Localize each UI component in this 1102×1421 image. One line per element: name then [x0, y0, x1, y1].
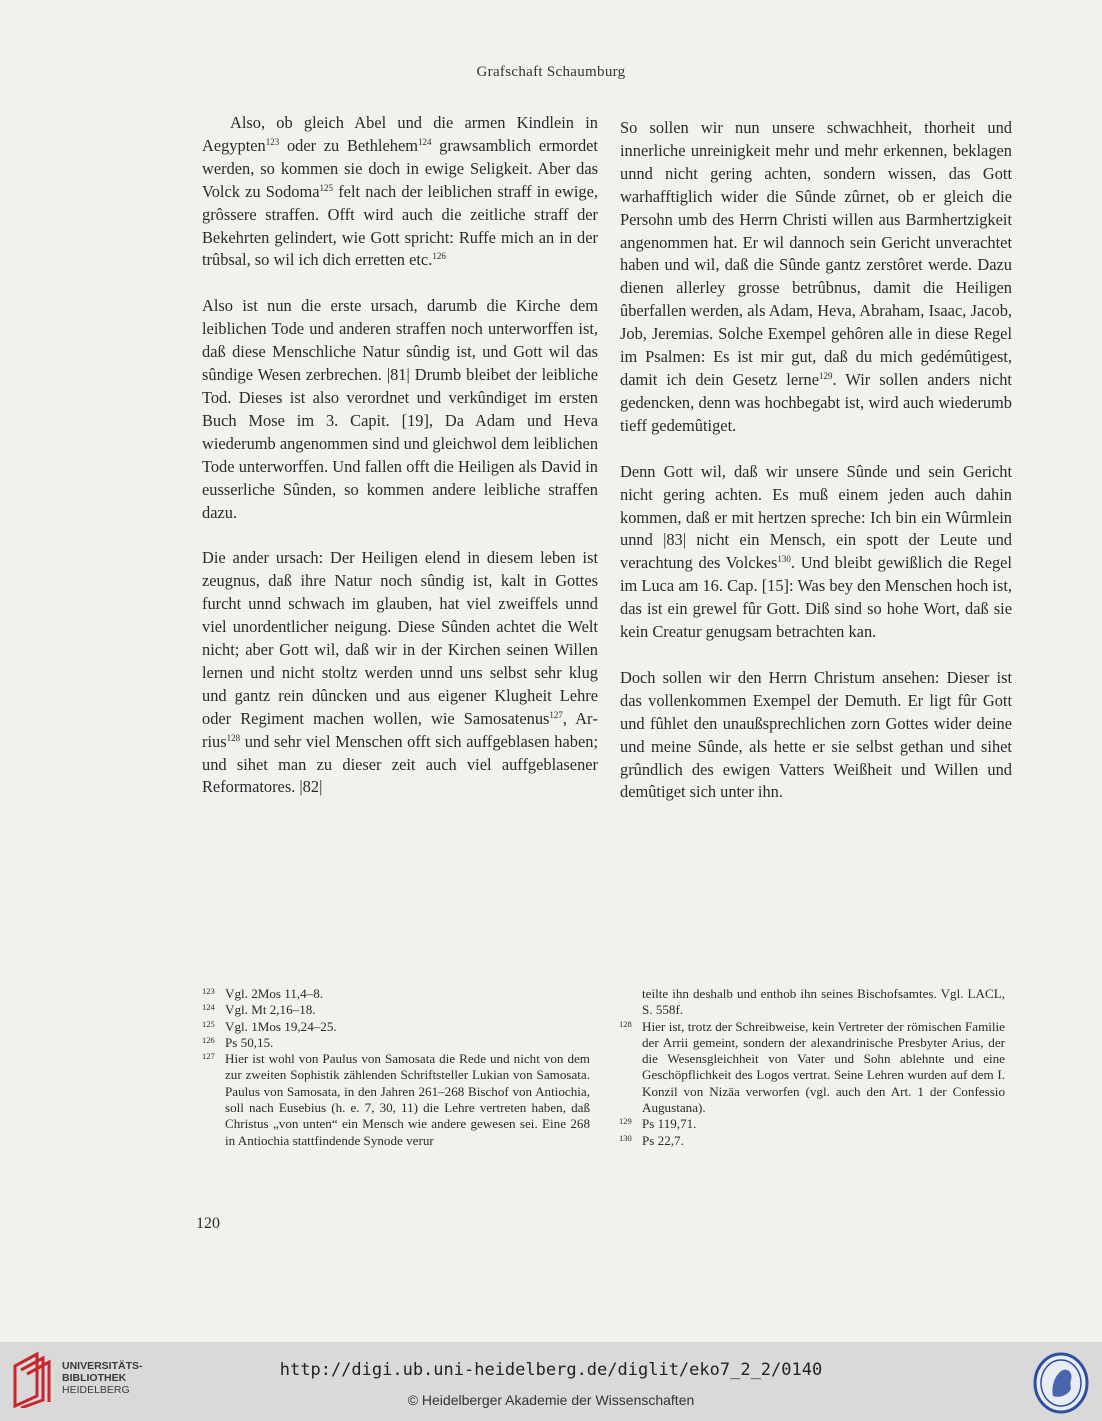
- footnotes-right: [619, 986, 1005, 1149]
- footnote: [202, 1002, 590, 1018]
- footnote-text: Ps 50,15.: [225, 1034, 274, 1050]
- left-paragraph-2: Also ist nun die erste ursach, darumb die Kirche dem leiblichen Tode und anderen straffen noch unterworffen ist, daß diese Menschliche Natur sûndig ist, und Gott wil das sûndige Wesen zerbrechen. |81| Drumb bleibet der leibliche Tod. Dieses ist also verordnet und verkûndiget im ersten Buch Mose im 3. Capit. [19], Da Adam und Heva wiederumb angenommen sind und gleichwol dem leiblichen Tode unterworffen. Und fallen offt die Heiligen als David in eusserliche Sûnden, so kommen andere leibliche straffen dazu.: [202, 296, 599, 522]
- text-run: , Arrius: [202, 708, 598, 751]
- footnote-number: 128: [619, 1018, 632, 1029]
- academy-seal-icon[interactable]: [1033, 1352, 1089, 1414]
- text-run: oder zu Bethlehem: [279, 135, 418, 155]
- text-run: Denn Gott wil, daß wir unsere Sûnde und sein Gericht nicht gering achten. Es muß einem jeden auch dahin kommen, daß er mit hertzen spreche: Ich bin ein Wûrmlein unnd |83| nicht ein Mensch, ein spott der Leute und verachtung des Volckes: [620, 461, 1012, 573]
- right-column: [620, 117, 1012, 827]
- copyright-notice: © Heidelberger Akademie der Wissenschaften: [407, 1392, 695, 1408]
- footnote-number: 126: [202, 1034, 215, 1045]
- right-paragraph-2: [620, 461, 1012, 644]
- footnote-number: 124: [202, 1002, 215, 1013]
- footnote-number: 125: [202, 1018, 215, 1029]
- uni-name-line: BIBLIOTHEK: [62, 1372, 127, 1384]
- text-run: . Wir sollen anders nicht gedencken, denn was hochbegabt ist, wird auch wiederumb tieff gedemûtiget.: [620, 369, 1012, 435]
- text-run: und sehr viel Menschen offt sich auffgeblasen haben; und sihet man zu dieser zeit auch viel auffgeblasener Reformatores. |82|: [202, 731, 598, 797]
- text-run: grawsamblich ermordet werden, so kommen sie doch in ewige Seligkeit. Aber das Volck zu Sodoma: [202, 135, 598, 201]
- uni-name-line: HEIDELBERG: [62, 1384, 130, 1396]
- page-number: 120: [196, 1215, 220, 1232]
- footnote-ref[interactable]: 123: [265, 136, 280, 147]
- footnote-ref[interactable]: 125: [319, 182, 334, 193]
- left-paragraph-1: [202, 112, 598, 272]
- footnote: [619, 1133, 1005, 1149]
- footnote-continuation: teilte ihn deshalb und enthob ihn seines Bischofsamtes. Vgl. LACL, S. 558f.: [642, 986, 1005, 1018]
- permalink-url[interactable]: http://digi.ub.uni-heidelberg.de/diglit/eko7_2_2/0140: [279, 1360, 823, 1380]
- footer-bar: [0, 1342, 1102, 1421]
- right-paragraph-3: Doch sollen wir den Herrn Christum ansehen: Dieser ist das vollenkommen Exempel der Demuth. Er ligt fûr Gott und fûhlet den unaußsprechlichen zorn Gottes wider deine und meine Sûnde, als hette er sie selbst gethan und sihet grûndlich des ewigen Vatters Weißheit und Willen und demûtiget sich unter ihn.: [620, 667, 1012, 802]
- footnote-text: Ps 119,71.: [642, 1116, 697, 1132]
- footnote-text: Vgl. 1Mos 19,24–25.: [225, 1018, 337, 1034]
- footnote: [202, 1051, 590, 1149]
- footnote-ref[interactable]: 127: [549, 709, 563, 720]
- right-paragraph-1: [620, 117, 1012, 438]
- left-column: [202, 112, 598, 822]
- uni-name-line: UNIVERSITÄTS-: [62, 1360, 143, 1372]
- footnote-ref[interactable]: 129: [819, 370, 833, 381]
- running-head: Grafschaft Schaumburg: [476, 64, 626, 80]
- footnote: [202, 986, 590, 1002]
- footnote-text: Vgl. Mt 2,16–18.: [225, 1002, 316, 1018]
- footnote-ref[interactable]: 126: [432, 251, 446, 262]
- footnote: [619, 1019, 1005, 1117]
- text-run: Also, ob gleich Abel und die armen Kindlein in Aegypten: [202, 113, 598, 155]
- footnote: [202, 1035, 590, 1051]
- footnote-ref[interactable]: 128: [226, 732, 241, 743]
- footnotes-left: [202, 986, 590, 1149]
- footnote-text: Ps 22,7.: [642, 1132, 684, 1148]
- footnote-ref[interactable]: 124: [417, 136, 432, 147]
- footnote-text: Vgl. 2Mos 11,4–8.: [225, 986, 324, 1001]
- footnote-ref[interactable]: 130: [777, 554, 791, 565]
- footnote-text: Hier ist wohl von Paulus von Samosata die Rede und nicht von dem zur zweiten Sophistik zählenden Schriftsteller Lukian von Samosata. Paulus von Samosata, in den Jahren 261–268 Bischof von Antiochia, soll nach Eusebius (h. e. 7, 30, 11) die Lehre vertreten haben, daß Christus „von unten“ ein Mensch wie andere gewesen sei. Eine 268 in Antiochia stattfindende Synode verur: [225, 1051, 590, 1148]
- text-run: . Und bleibt gewißlich die Regel im Luca am 16. Cap. [15]: Was bey den Menschen hoch ist, das ist ein grewel fûr Gott. Diß sind so hohe Wort, daß sie kein Creatur genugsam betrachten kan.: [620, 553, 1012, 642]
- footnote-text: Hier ist, trotz der Schreibweise, kein Vertreter der römischen Familie der Arrii gemeint, sondern der alexandrinische Presbyter Arius, der die Wesensgleichheit von Vater und Sohn ablehnte und eine Geschöpflichkeit des Logos vertrat. Seine Lehren wurden auf dem I. Konzil von Nizäa verworfen (vgl. auch den Art. 1 der Confessio Augustana).: [642, 1018, 1005, 1116]
- text-run: felt nach der leiblichen straff in ewige, grôssere straffen. Offt wird auch die zeitliche straff der Bekehrten gelindert, wie Gott spricht: Ruffe mich an in der trûbsal, so wil ich dich erretten etc.: [202, 181, 598, 270]
- footnote-number: 129: [619, 1116, 632, 1127]
- footnote: [619, 1116, 1005, 1132]
- footnote-number: 123: [202, 986, 215, 996]
- text-run: So sollen wir nun unsere schwachheit, thorheit und innerliche unreinigkeit mehr und mehr erkennen, beklagen unnd nicht gering achten, sondern wissen, das Gott warhafftiglich wider die Sûnde zûrnet, ob er gleich die Persohn umb des Herrn Christi willen aus Barmhertzigkeit angenommen hat. Er wil dannoch sein Gericht unverachtet haben und wil, daß die Sûnde gantz zerstôret werde. Dazu dienen allerley grosse betrûbnus, damit die Heiligen ûberfallen werden, als Adam, Heva, Abraham, Isaac, Jacob, Job, Jeremias. Solche Exempel gehôren alle in diese Regel im Psalmen: Es ist mir gut, daß du mich gedémûtigest, damit ich dein Gesetz lerne: [620, 118, 1012, 389]
- left-paragraph-3: [202, 547, 598, 799]
- text-run: Die ander ursach: Der Heiligen elend in diesem leben ist zeugnus, daß ihre Natur noch sûndig ist, kalt in Gottes furcht unnd schwach im glauben, hat viel zweiffels unnd viel unordentlicher neigung. Diese Sûnden achtet die Welt nicht; aber Gott wil, daß wir in der Kirchen seinen Willen lernen und nicht stoltz werden unnd uns selbst sehr klug und gantz rein dûncken und aus eigener Klugheit Lehre oder Regiment machen wollen, wie Samosatenus: [202, 548, 598, 728]
- footnote-number: 130: [619, 1132, 632, 1143]
- footnote-number: 127: [202, 1051, 215, 1062]
- footnote: [202, 1019, 590, 1035]
